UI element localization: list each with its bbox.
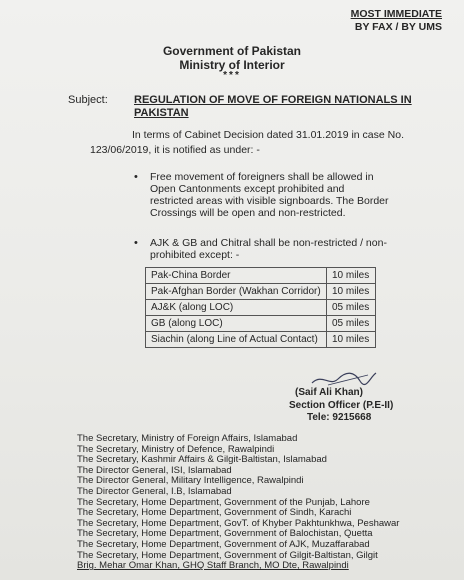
table-cell-place: Pak-Afghan Border (Wakhan Corridor) xyxy=(146,284,327,300)
signature-mark xyxy=(308,369,378,389)
table-row xyxy=(146,284,376,300)
signatory-designation: Section Officer (P.E-II) xyxy=(289,400,394,411)
table-row xyxy=(146,268,376,284)
subject-text: REGULATION OF MOVE OF FOREIGN NATIONALS IN PAKISTAN xyxy=(134,94,412,119)
table-cell-place: AJ&K (along LOC) xyxy=(146,300,327,316)
list-item: The Director General, I.B, Islamabad xyxy=(77,485,232,497)
table-cell-distance: 05 miles xyxy=(327,316,376,332)
government-title: Government of Pakistan xyxy=(162,44,302,58)
bullet-text: Free movement of foreigners shall be allowed in Open Cantonments except prohibited and restricted areas with visible signboards. The Border Crossings will be open and non-restricted. xyxy=(150,171,389,219)
distribution-list xyxy=(77,434,399,572)
table-cell-place: Pak-China Border xyxy=(146,268,327,284)
list-item: The Director General, ISI, Islamabad xyxy=(77,464,232,476)
table-row xyxy=(146,316,376,332)
table-row xyxy=(146,332,376,348)
restricted-distance-table xyxy=(145,267,376,348)
list-item: The Secretary, Home Department, GovT. of Khyber Pakhtunkhwa, Peshawar xyxy=(77,517,400,529)
list-item: Brig. Mehar Omar Khan, GHQ Staff Branch, MO Dte, Rawalpindi xyxy=(77,560,349,572)
list-item: The Secretary, Home Department, Government of AJK, Muzaffarabad xyxy=(77,538,370,550)
priority-label: MOST IMMEDIATE xyxy=(350,8,442,20)
bullet-icon: • xyxy=(134,171,138,183)
delivery-label: BY FAX / BY UMS xyxy=(354,21,442,33)
table-row xyxy=(146,300,376,316)
list-item: The Secretary, Home Department, Government of Gilgit-Baltistan, Gilgit xyxy=(77,549,378,561)
table-cell-distance: 10 miles xyxy=(327,332,376,348)
list-item: The Secretary, Home Department, Government of Balochistan, Quetta xyxy=(77,528,373,540)
list-item: The Secretary, Ministry of Defence, Rawalpindi xyxy=(77,443,275,455)
subject-label: Subject: xyxy=(68,94,108,106)
header-right xyxy=(351,8,442,34)
table-cell-distance: 10 miles xyxy=(327,284,376,300)
table-cell-distance: 05 miles xyxy=(327,300,376,316)
signatory-name: (Saif Ali Khan) xyxy=(295,387,363,398)
bullet-icon: • xyxy=(134,237,138,249)
list-item: The Director General, Military Intelligence, Rawalpindi xyxy=(77,475,304,487)
list-item: The Secretary, Ministry of Foreign Affairs, Islamabad xyxy=(77,433,298,444)
list-item: The Secretary, Kashmir Affairs & Gilgit-Baltistan, Islamabad xyxy=(77,454,327,466)
bullet-item xyxy=(134,171,390,219)
stars-divider: *** xyxy=(223,70,241,81)
table-cell-distance: 10 miles xyxy=(327,268,376,284)
table-cell-place: Siachin (along Line of Actual Contact) xyxy=(146,332,327,348)
signatory-telephone: Tele: 9215668 xyxy=(307,412,372,423)
ministry-title: Ministry of Interior xyxy=(179,58,285,72)
bullet-text: AJK & GB and Chitral shall be non-restricted / non-prohibited except: - xyxy=(150,237,387,261)
list-item: The Secretary, Home Department, Government of Sindh, Karachi xyxy=(77,507,352,519)
intro-paragraph: In terms of Cabinet Decision dated 31.01.2019 in case No. 123/06/2019, it is notified as under: - xyxy=(90,129,404,156)
bullet-item xyxy=(134,237,390,261)
list-item: The Secretary, Home Department, Government of the Punjab, Lahore xyxy=(77,496,370,508)
table-cell-place: GB (along LOC) xyxy=(146,316,327,332)
